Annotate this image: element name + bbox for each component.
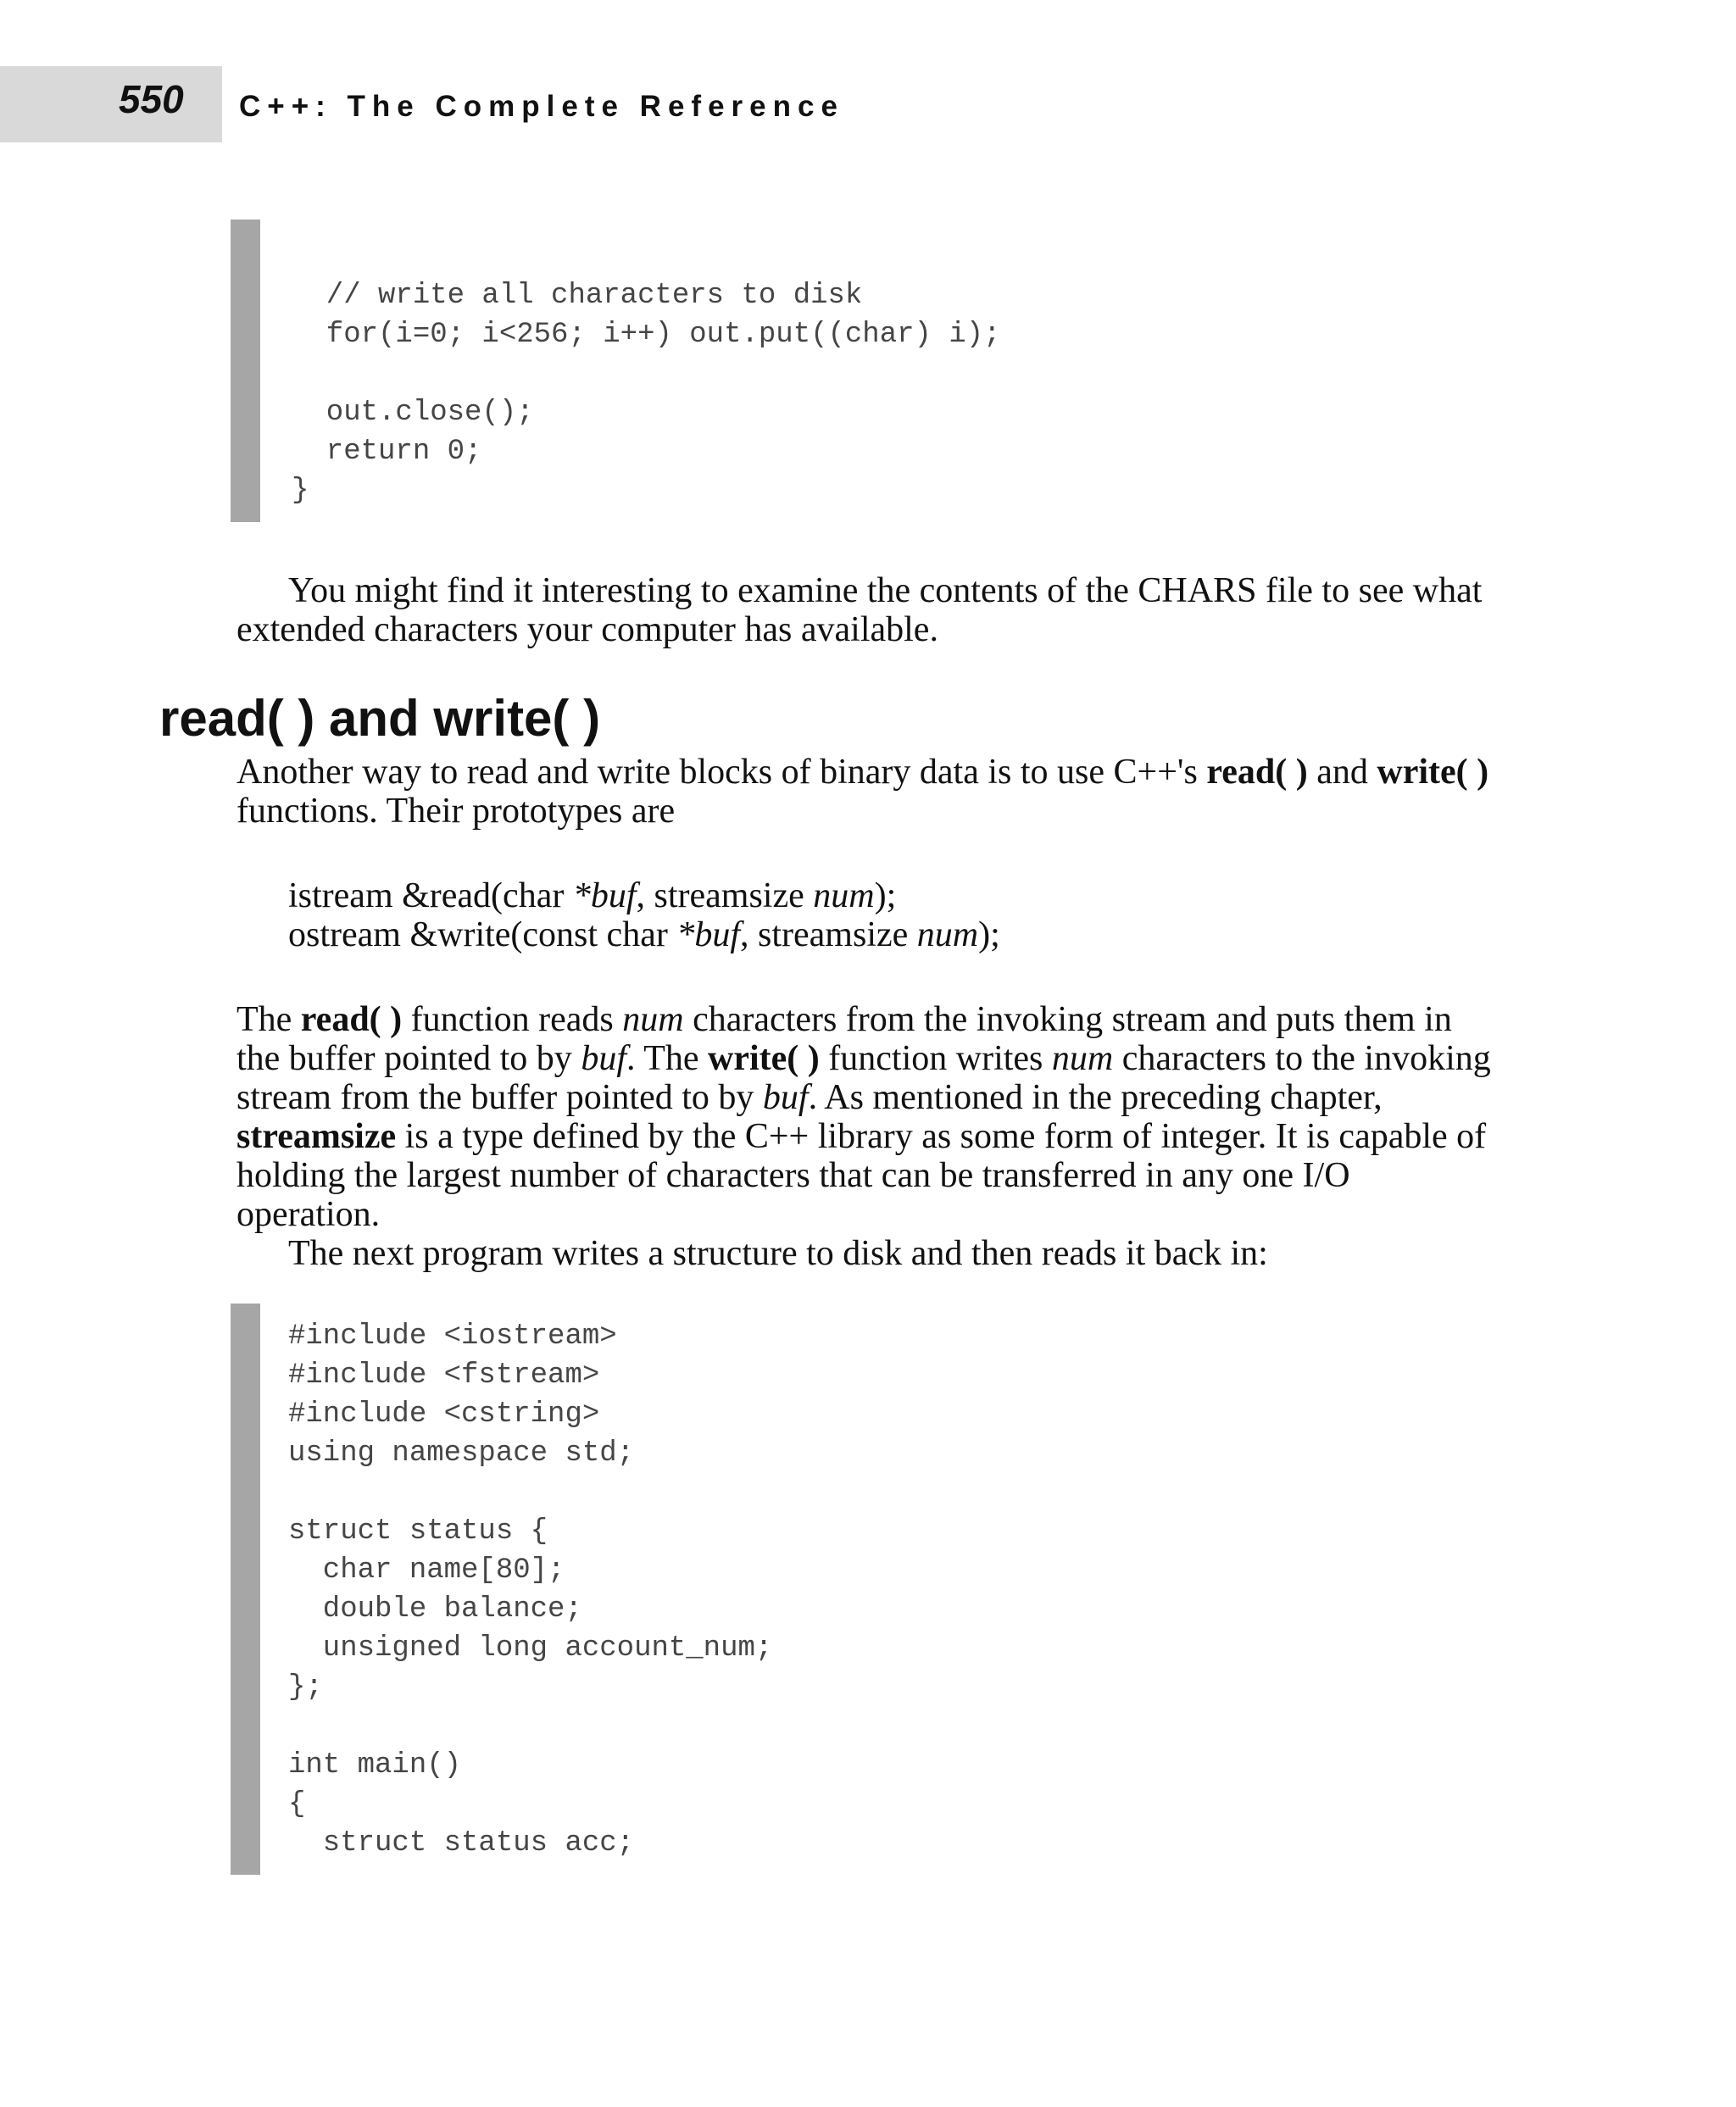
- code-line: struct status {: [288, 1515, 548, 1548]
- paragraph-line: the buffer pointed to by buf. The write( ) function writes num characters to the invoking: [236, 1039, 1491, 1078]
- code-line: using namespace std;: [288, 1437, 635, 1470]
- paragraph-line: Another way to read and write blocks of binary data is to use C++'s read( ) and write( ): [236, 753, 1489, 792]
- code-line: int main(): [288, 1749, 462, 1782]
- paragraph-line: You might find it interesting to examine the contents of the CHARS file to see what: [288, 571, 1483, 610]
- code-line: struct status acc;: [288, 1827, 635, 1860]
- paragraph-line: holding the largest number of characters that can be transferred in any one I/O: [236, 1156, 1350, 1195]
- page-header-band: [0, 66, 222, 142]
- code-line: double balance;: [288, 1593, 582, 1626]
- code-line: #include <cstring>: [288, 1398, 600, 1431]
- paragraph-next-program: The next program writes a structure to disk and then reads it back in:: [288, 1234, 1268, 1273]
- paragraph-line: functions. Their prototypes are: [236, 792, 676, 831]
- prototype-write: ostream &write(const char *buf, streamsize num);: [288, 915, 1000, 954]
- code-line: out.close();: [292, 397, 534, 429]
- prototype-read: istream &read(char *buf, streamsize num);: [288, 876, 897, 915]
- paragraph-line: The read( ) function reads num characters from the invoking stream and puts them in: [236, 1000, 1452, 1039]
- paragraph-line: operation.: [236, 1195, 381, 1234]
- code-line: #include <fstream>: [288, 1359, 600, 1392]
- paragraph-line: stream from the buffer pointed to by buf. As mentioned in the preceding chapter,: [236, 1078, 1383, 1117]
- code-line: return 0;: [292, 436, 482, 468]
- function-name: read( ): [1206, 753, 1308, 792]
- code-line: for(i=0; i<256; i++) out.put((char) i);: [292, 319, 1001, 351]
- running-title: C++: The Complete Reference: [239, 90, 844, 123]
- code-line: {: [288, 1788, 306, 1821]
- code-line: };: [288, 1671, 323, 1704]
- code-block-bar: [231, 220, 260, 522]
- code-line: #include <iostream>: [288, 1320, 617, 1353]
- paragraph-line: extended characters your computer has available.: [236, 610, 938, 649]
- page-number: 550: [119, 77, 184, 121]
- code-line: }: [292, 475, 309, 507]
- code-line: char name[80];: [288, 1554, 565, 1587]
- code-line: // write all characters to disk: [292, 280, 863, 312]
- paragraph-line: streamsize is a type defined by the C++ library as some form of integer. It is capable of: [236, 1117, 1487, 1156]
- code-line: unsigned long account_num;: [288, 1632, 773, 1665]
- function-name: write( ): [1377, 753, 1489, 792]
- section-heading: read( ) and write( ): [159, 690, 601, 747]
- code-block-bar: [231, 1304, 260, 1875]
